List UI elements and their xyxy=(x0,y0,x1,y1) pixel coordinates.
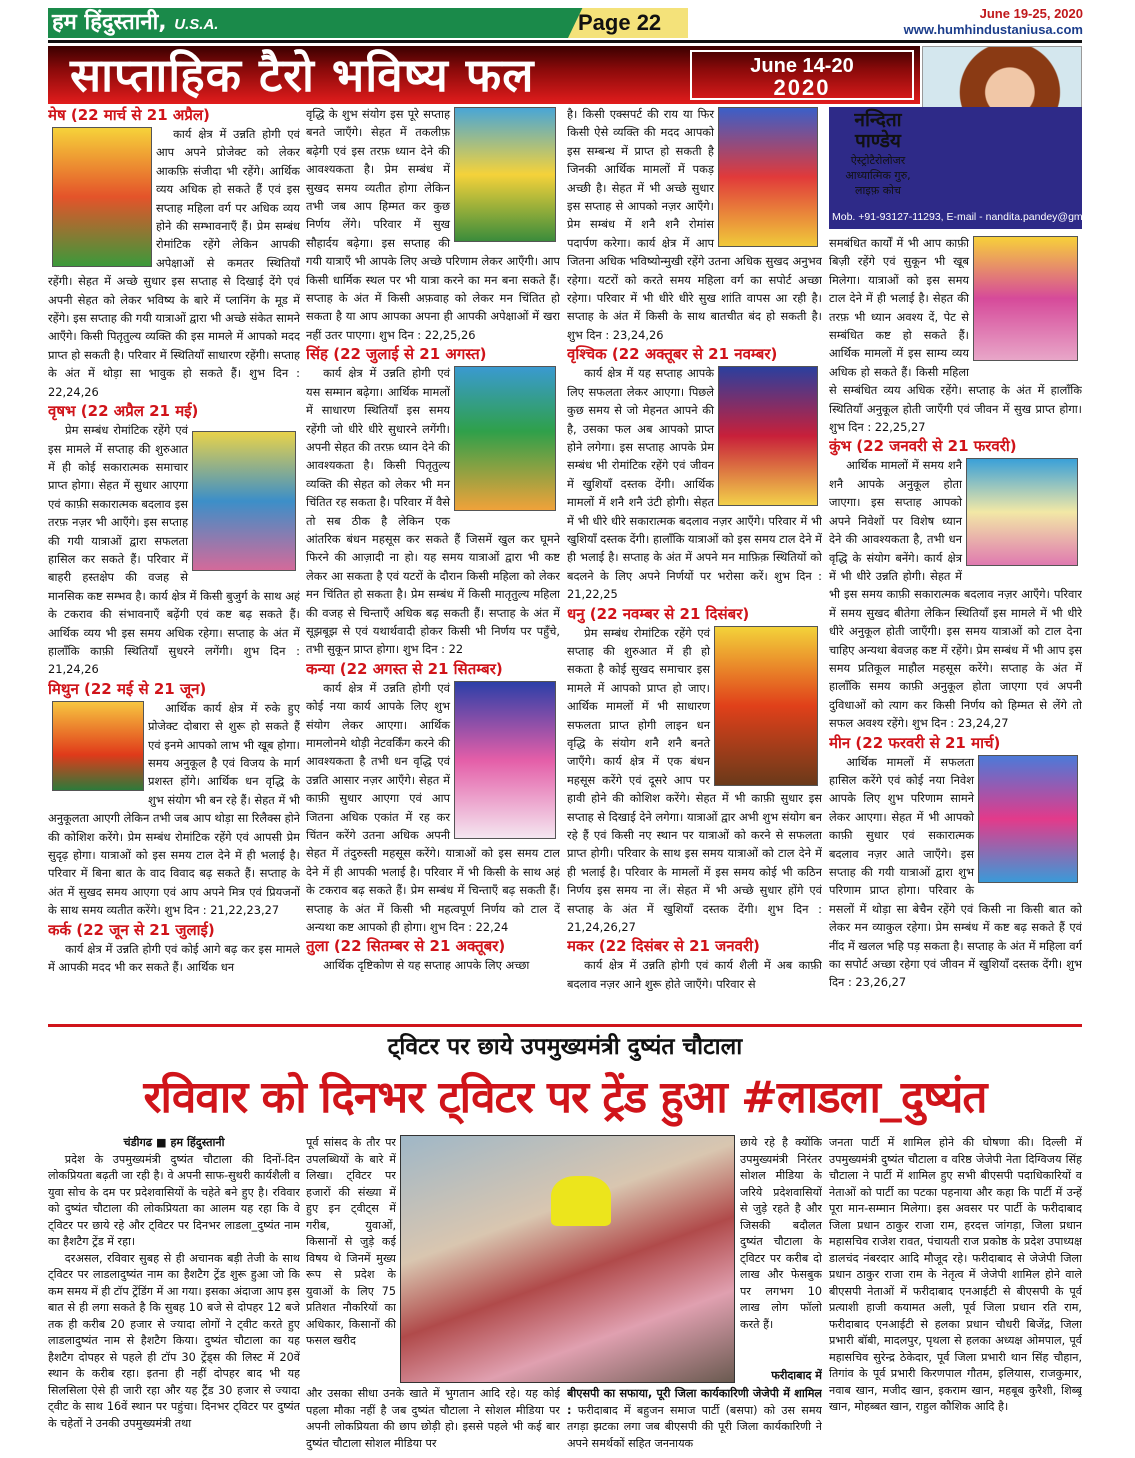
news-column-3-cont xyxy=(567,1386,822,1452)
news-column-1 xyxy=(48,1135,300,1453)
horoscope-text: प्रेम सम्बंध रोमांटिक रहेंगे एवं सप्ताह की शुरुआत में ही हो सकता है कोई सुखद समाचार इस मामले में आपको प्राप्त हो जाए। आर्थिक मामलों में भी साधारण सफलता प्राप्त होगी लाइन धन वृद्धि के संयोग शनै शनै बनते जाएँगे। कार्य क्षेत्र में एक बंधन महसूस करेंगे एवं दूसरे आप पर हावी होने की कोशिश करेंगे। सेहत में भी काफ़ी सुधार इस सप्ताह से दिखाई देने लगेगा। यात्राओं द्वार अभी शुभ संयोग बन रहे हैं एवं किसी नए स्थान पर यात्राओं को करने से सफलता प्राप्त होगी। परिवार के साथ इस समय यात्राओं को टाल देने में ही भलाई है। परिवार के मामलों में इस समय कोई भी कठिन निर्णय इस समय ना लें। सेहत में भी अच्छे सुधार होंगे एवं सप्ताह के अंत में खुशियाँ दस्तक देंगी। शुभ दिन : 21,24,26,27 xyxy=(567,625,822,935)
issue-date: June 19-25, 2020 xyxy=(979,6,1083,21)
divider xyxy=(48,40,1082,43)
sign-heading-aquarius: कुंभ (22 जनवरी से 21 फरवरी) xyxy=(829,437,1017,456)
sign-heading-scorpio: वृश्चिक (22 अक्तूबर से 21 नवम्बर) xyxy=(567,345,778,364)
horoscope-text: कार्य क्षेत्र में उन्नति होगी एवं कोई आगे बढ़ कर इस मामले में आपकी मदद भी कर सकते हैं। आर्थिक धन xyxy=(48,941,300,975)
sign-heading-pisces: मीन (22 फरवरी से 21 मार्च) xyxy=(829,733,1001,752)
sign-heading-cancer: कर्क (22 जून से 21 जुलाई) xyxy=(48,920,215,939)
tarot-card-image xyxy=(718,107,818,247)
horoscope-text: कार्य क्षेत्र में उन्नति होगी एवं यस सम्मान बढ़ेगा। आर्थिक मामलों में साधारण स्थितियाँ इस समय रहेंगी जो धीरे धीरे सुधारने लगेंगी। अपनी सेहत की तरफ़ ध्यान देने की आवश्यकता है। किसी पितृतुल्य व्यक्ति की सेहत को लेकर भी मन चिंतित रह सकता है। परिवार में वैसे तो सब ठीक है लेकिन एक आंतरिक बंधन महसूस कर सकते हैं जिसमें खुल कर घूमने फिरने की आज़ादी ना हो। यह समय यात्राओं द्वारा भी कष्ट लेकर आ सकता है एवं यटरों के दौरान किसी महिला को लेकर मन चिंतित हो सकता है। प्रेम सम्बंध में किसी मातृतुल्य महिला की वजह से चिन्ताएँ अधिक बढ़ सकती हैं। सप्ताह के अंत में सूझबूझ से एवं यथार्थवादी होकर किसी भी निर्णय पर पहुँचे, तभी सुकून प्राप्त होगा। शुभ दिन : 22 xyxy=(306,366,560,657)
tarot-card-image xyxy=(454,107,556,242)
tarot-card-image xyxy=(718,366,818,506)
sign-heading-taurus: वृषभ (22 अप्रैल 21 मई) xyxy=(48,402,199,421)
news-text: फरीदाबाद में बहुजन समाज पार्टी (बसपा) को उस समय तगड़ा झटका लगा जब बीएसपी की पूरी जिला कार्यकारिणी ने अपने समर्थकों सहित जननायक xyxy=(567,1403,822,1450)
tarot-card-image xyxy=(192,431,296,571)
week-date-box: June 14-20 2020 xyxy=(690,50,914,100)
news-text xyxy=(567,1386,822,1452)
tarot-card-image xyxy=(966,458,1078,566)
tarot-card-image xyxy=(978,755,1078,883)
tarot-card-image xyxy=(973,236,1078,361)
horoscope-text: है। किसी एक्सपर्ट की राय या फिर किसी ऐसे व्यक्ति की मदद आपको इस सम्बन्ध में प्राप्त हो सकती है जिनकी आर्थिक मामलों में पकड़ अच्छी है। सेहत में भी अच्छे सुधार इस सप्ताह से आपको नज़र आएँगे। प्रेम सम्बंध में शनै शनै रोमांस पदार्पण करेगा। कार्य क्षेत्र में आप जितना अधिक भविष्योन्मुखी रहेंगे उतना अधिक सुखद अनुभव रहेगा। यटरों को करते समय महिला वर्ग का सपोर्ट अच्छा रहेगा। परिवार में भी धीरे धीरे सुख शांति वापस आ रही है। सप्ताह के अंत में किसी के साथ बातचीत बंद हो सकती है। शुभ दिन : 23,24,26 xyxy=(567,107,822,342)
horoscope-column-4 xyxy=(829,234,1082,1020)
tarot-card-image xyxy=(714,626,818,786)
news-text: और उसका सीधा उनके खाते में भुगतान आदि रहे। यह कोई पहला मौका नहीं है जब दुष्यंत चौटाला ने सोशल मीडिया पर अपनी लोकप्रियता की छाप छोड़ी हो। इससे पहले भी कई बार दुष्यंत चौटाला सोशल मीडिया पर xyxy=(306,1387,560,1450)
sign-heading-libra: तुला (22 सितम्बर से 21 अक्तूबर) xyxy=(306,937,506,956)
author-contact: Mob. +91-93127-11293, E-mail - nandita.pandey@gmail.com xyxy=(832,211,1116,223)
news-column-2-cont xyxy=(306,1386,560,1452)
author-role: ऐस्ट्रोटैरोलोजर आध्यात्मिक गुरु, लाइफ़ कोच xyxy=(845,154,911,197)
horoscope-text: कार्य क्षेत्र में उन्नति होगी एवं कार्य शैली में अब काफ़ी बदलाव नज़र आने शुरू होते जाएँगे। परिवार से xyxy=(567,958,822,991)
sign-heading-capricorn: मकर (22 दिसंबर से 21 जनवरी) xyxy=(567,937,760,956)
sign-heading-aries: मेष (22 मार्च से 21 अप्रैल) xyxy=(48,106,210,124)
news-text: प्रदेश के उपमुख्यमंत्री दुष्यंत चौटाला की दिनों-दिन लोकप्रियता बढ़ती जा रही है। वे अपनी साफ-सुथरी कार्यशैली व युवा सोच के दम पर प्रदेशवासियों के चहेते बने हुए है। रविवार को दुष्यंत चौटाला की लोकप्रियता का आलम यह रहा कि वे ट्विटर पर छाये रहे और ट्विटर पर दिनभर लाडला_दुष्यंत नाम का हैशटैग ट्रेंड में रहा। xyxy=(48,1152,300,1248)
horoscope-column-1 xyxy=(48,105,300,1020)
sign-heading-leo: सिंह (22 जुलाई से 21 अगस्त) xyxy=(306,345,487,364)
section-divider xyxy=(48,1024,1082,1027)
tarot-card-image xyxy=(52,127,152,267)
section-title: साप्ताहिक टैरो भविष्य फल xyxy=(70,48,535,102)
tarot-card-image xyxy=(454,681,556,839)
website-link[interactable]: www.humhindustaniusa.com xyxy=(903,22,1083,37)
horoscope-text: वृद्धि के शुभ संयोग इस पूरे सप्ताह बनते जाएँगे। सेहत में तकलीफ़ बढ़ेगी एवं इस तरफ़ ध्यान देने की आवश्यकता है। प्रेम सम्बंध में सुखद समय व्यतीत होगा लेकिन तभी जब आप हिम्मत कर कुछ निर्णय लेंगे। परिवार में सुख सौहार्दय बढ़ेगा। इस सप्ताह की गयी यात्राएँ भी आपके लिए अच्छे परिणाम लेकर आएँगी। आप किसी धार्मिक स्थल पर भी यात्रा करने का मन बना सकते हैं। सप्ताह के अंत में किसी अफ़वाह को लेकर मन चिंतित हो सकता है या आप आपका अपना ही आपकी अपेक्षाओं में खरा नहीं उतर पाएगा। शुभ दिन : 22,25,26 xyxy=(306,107,560,342)
news-column-4 xyxy=(829,1135,1082,1453)
horoscope-text: कार्य क्षेत्र में यह सप्ताह आपके लिए सफलता लेकर आएगा। पिछले कुछ समय से जो मेहनत आपने की है, उसका फल अब आपको प्राप्त होने लगेगा। इस सप्ताह आपके प्रेम सम्बंध भी रोमांटिक रहेंगे एवं जीवन में खुशियाँ दस्तक देंगी। आर्थिक मामलों में शनै शनै उंटी होगी। सेहत में भी धीरे धीरे सकारात्मक बदलाव नज़र आएँगे। परिवार में भी खुशियाँ दस्तक देंगी। हालाँकि यात्राओं को इस समय टाल देने में ही भलाई है। सप्ताह के अंत में अपने मन माफ़िक़ स्थितियों को बदलने के लिए अपने निर्णयों पर भरोसा करें। शुभ दिन : 21,22,25 xyxy=(567,366,822,602)
tarot-card-image xyxy=(52,701,144,791)
news-text: दरअसल, रविवार सुबह से ही अचानक बड़ी तेजी के साथ ट्विटर पर लाडलादुष्यंत नाम का हैशटैग ट्रेंड शुरू हुआ जो कि कम समय में ही टॉप ट्रेंडिंग में आ गया। इसका अंदाजा आप इस बात से ही लगा सकते है कि सुबह 10 बजे से दोपहर 12 बजे तक ही करीब 20 हजार से ज्यादा लोगों ने ट्वीट करते हुए लाडलादुष्यंत नाम से हैशटैग किया। दुष्यंत चौटाला का यह हैशटैग दोपहर से पहले ही टॉप 30 ट्रेंड्स की लिस्ट में 20वें स्थान के करीब रहा। इतना ही नहीं दोपहर बाद भी यह सिलसिला ऐसे ही जारी रहा और यह ट्रैंड 30 हजार से ज्यादा ट्वीट के साथ 16वें स्थान पर पहुंचा। दिनभर ट्विटर पर दुष्यंत के चहेतों ने उनकी उपमुख्यमंत्री तथा xyxy=(48,1251,300,1430)
horoscope-text: आर्थिक कार्य क्षेत्र में रुके हुए प्रोजेक्ट दोबारा से शुरू हो सकते हैं एवं इनमे आपको लाभ भी खूब होगा। समय अनुकूल है एवं विजय के मार्ग प्रशस्त होंगे। आर्थिक धन वृद्धि के शुभ संयोग भी बन रहे हैं। सेहत में भी अनुकूलता आएगी लेकिन तभी जब आप थोड़ा सा रिलैक्स होने की कोशिश करेंगे। प्रेम सम्बंध रोमांटिक रहेंगे एवं आपसी प्रेम सुदृढ़ होगा। यात्राओं को इस समय टाल देने में ही भलाई है। परिवार में बिना बात के वाद विवाद बढ़ सकते हैं। सप्ताह के अंत में सुखद समय आएगा एवं आप अपने मित्र एवं प्रियजनों के साथ समय व्यतीत करेंगे। शुभ दिन : 21,22,23,27 xyxy=(48,700,300,918)
brand-name: हम हिंदुस्तानी, U.S.A. xyxy=(52,10,219,35)
horoscope-column-3 xyxy=(567,105,822,1020)
news-text: जनता पार्टी में शामिल होने की घोषणा की। दिल्ली में उपमुख्यमंत्री दुष्यंत चौटाला व वरिष्ठ जेजेपी नेता दिग्विजय सिंह चौटाला ने पार्टी में शामिल हुए सभी बीएसपी पदाधिकारियों व नेताओं को पार्टी का पटका पहनाया और कहा कि पार्टी में उन्हें पूरा मान-सम्मान मिलेगा। इस अवसर पर पार्टी के फरीदाबाद जिला प्रधान ठाकुर राजा राम, हरदत्त जांगड़ा, जिला प्रधान महासचिव राजेश रावत, पंचायती राज प्रकोष्ठ के प्रदेश उपाध्यक्ष डालचंद नंबरदार आदि मौजूद रहे। फरीदाबाद से जेजेपी जिला प्रधान ठाकुर राजा राम के नेतृत्व में जेजेपी शामिल होने वाले बीएसपी नेताओं में फरीदाबाद एनआईटी से बीएसपी के पूर्व प्रत्याशी हाजी कयामत अली, पूर्व जिला प्रधान रति राम, फरीदाबाद एनआईटी से हलका प्रधान चौधरी बिजेंद्र, जिला प्रभारी बॉबी, मादलपुर, पृथला से हलका अध्यक्ष ओमपाल, पूर्व महासचिव सुरेन्द्र ठेकेदार, पूर्व जिला प्रभारी थान सिंह चौहान, तिगांव के पूर्व प्रभारी किरणपाल गौतम, इलियास, राजकुमार, नवाब खान, मजीद खान, इकराम खान, महबूब कुरैशी, शिब्बू खान, मोहब्बत खान, राहुल कौशिक आदि है। xyxy=(829,1136,1082,1413)
news-column-2 xyxy=(306,1135,396,1385)
page-number: Page 22 xyxy=(578,10,662,35)
sign-heading-gemini: मिथुन (22 मई से 21 जून) xyxy=(48,679,207,698)
news-subsection-head: फरीदाबाद में xyxy=(771,1369,822,1382)
news-subheadline: ट्विटर पर छाये उपमुख्यमंत्री दुष्यंत चौटाला xyxy=(387,1034,743,1060)
horoscope-text: कार्य क्षेत्र में उन्नति होगी एवं आप अपने प्रोजेक्ट को लेकर आकफ़ि संजीदा भी रहेंगे। आर्थिक व्यय अधिक हो सकते हैं एवं इस सप्ताह महिला वर्ग पर अधिक व्यय होने की सम्भावनाएँ हैं। प्रेम सम्बंध रोमांटिक रहेंगे लेकिन आपकी अपेक्षाओं से कमतर स्थितियाँ रहेंगी। सेहत में अच्छे सुधार इस सप्ताह से दिखाई देंगे एवं अपनी सेहत को लेकर भविष्य के बारे में प्लानिंग के मूड में रहेंगे। इस सप्ताह की गयी यात्राओं द्वारा भी अच्छे संकेत सामने आएँगे। किसी पितृतुल्य व्यक्ति की इस मामले में आपको मदद प्राप्त हो सकती है। परिवार में स्थितियाँ साधारण रहेंगी। सप्ताह के अंत में थोड़ा सा भावुक हो सकते हैं। शुभ दिन : 22,24,26 xyxy=(48,127,300,399)
sign-heading-sagittarius: धनु (22 नवम्बर से 21 दिसंबर) xyxy=(567,604,750,623)
tarot-card-image xyxy=(454,366,556,511)
news-photo xyxy=(400,1135,735,1383)
horoscope-text: प्रेम सम्बंध रोमांटिक रहेंगे एवं इस मामले में सप्ताह की शुरुआत में ही कोई सकारात्मक समाचार प्राप्त होगा। सेहत में सुधार आएगा एवं काफ़ी सकारात्मक बदलाव इस तरफ़ नज़र भी आएँगे। इस सप्ताह की गयी यात्राओं द्वारा सफलता हासिल कर सकते हैं। परिवार में बाहरी हस्तक्षेप की वजह से मानसिक कष्ट सम्भव है। कार्य क्षेत्र में किसी बुजुर्ग के साथ अहं के टकराव की संभावनाएँ बढ़ेंगी एवं कष्ट बढ़ सकते हैं। आर्थिक व्यय भी इस समय अधिक रहेगा। सप्ताह के अंत में हालाँकि काफ़ी स्थितियाँ सुधरने लगेंगी। शुभ दिन : 21,24,26 xyxy=(48,423,300,677)
byline: चंडीगढ ■ हम हिंदुस्तानी xyxy=(123,1136,225,1149)
horoscope-text: आर्थिक मामलों में सफलता हासिल करेंगे एवं कोई नया निवेश आपके लिए शुभ परिणाम सामने लेकर आएगा। सेहत में भी आपको काफ़ी सुधार एवं सकारात्मक बदलाव नज़र आते जाएँगे। इस सप्ताह की गयी यात्राओं द्वारा शुभ परिणाम प्राप्त होगा। परिवार के मसलों में थोड़ा सा बेचैन रहेंगे एवं किसी ना किसी बात को लेकर मन व्याकुल रहेगा। प्रेम सम्बंध में कष्ट बढ़ सकते हैं एवं नींद में खलल भहि पड़ सकता है। सप्ताह के अंत में महिला वर्ग का सपोर्ट अच्छा रहेगा एवं जीवन में खुशियाँ दस्तक देंगी। शुभ दिन : 23,26,27 xyxy=(829,754,1082,990)
sign-heading-virgo: कन्या (22 अगस्त से 21 सितम्बर) xyxy=(306,659,503,678)
horoscope-text: कार्य क्षेत्र में उन्नति होगी एवं कोई नया कार्य आपके लिए शुभ संयोग लेकर आएगा। आर्थिक मामलोनमे थोड़ी नेटवर्किंग करने की आवश्यकता है तभी धन वृद्धि एवं उन्नति आसार नज़र आएँगे। सेहत में काफ़ी सुधार आएगा एवं आप जितना अधिक एकांत में रह कर चिंतन करेंगे उतना अधिक अपनी सेहत में तंदुरुस्ती महसूस करेंगे। यात्राओं को इस समय टाल देने में ही आपकी भलाई है। परिवार में भी किसी के साथ अहं के टकराव बढ़ सकते हैं। प्रेम सम्बंध में चिन्ताएँ बढ़ सकती हैं। सप्ताह के अंत में किसी भी महत्वपूर्ण निर्णय को टाल दें अन्यथा कष्ट आपको ही होगा। शुभ दिन : 22,24 xyxy=(306,680,560,935)
news-headline: रविवार को दिनभर ट्विटर पर ट्रेंड हुआ #लाडला_दुष्यंत xyxy=(143,1072,987,1123)
horoscope-text: समबंधित कार्यों में भी आप काफ़ी बिज़ी रहेंगे एवं सुकून भी खूब मिलेगा। यात्राओं को इस समय टाल देने में ही भलाई है। सेहत की तरफ़ भी ध्यान अवश्य दें, पेट से सम्बंधित कष्ट हो सकते हैं। आर्थिक मामलों में इस साम्य व्यय अधिक हो सकते हैं। किसी महिला से सम्बंधित व्यय अधिक रहेंगे। सप्ताह के अंत में हालाँकि स्थितियाँ अनुकूल होती जाएँगी एवं जीवन में सुख प्राप्त होगा। शुभ दिन : 22,25,27 xyxy=(829,236,1082,435)
author-name: नन्दिता पाण्डेय xyxy=(854,109,902,152)
news-text: छाये रहे है क्योंकि उपमुख्यमंत्री निरंतर सोशल मीडिया के जरिये प्रदेशवासियों से जुड़े रहते है और जिसकी बदौलत दुष्यंत चौटाला के ट्विटर पर करीब दो लाख और फेसबुक पर लगभग 10 लाख लोग फॉलो करते हैं। xyxy=(740,1136,822,1331)
news-lead: बीएसपी का सफाया, पूरी जिला कार्यकारिणी जेजेपी में शामिल : xyxy=(567,1387,822,1417)
news-text: पूर्व सांसद के तौर पर उपलब्धियों के बारे में लिखा। ट्विटर पर हजारों की संख्या में हुए इन ट्वीट्स में गरीब, युवाओं, किसानों से जुड़े कई विषय थे जिनमें मुख्य रूप से प्रदेश के युवाओं के लिए 75 प्रतिशत नौकरियों का अधिकार, किसानों की फसल खरीद xyxy=(306,1136,396,1347)
horoscope-text: आर्थिक मामलों में समय शनै शनै आपके अनुकूल होता जाएगा। इस सप्ताह आपको अपने निवेशों पर विशेष ध्यान देने की आवश्यकता है, तभी धन वृद्धि के संयोग बनेंगे। कार्य क्षेत्र में भी धीरे उन्नति होगी। सेहत में भी इस समय काफ़ी सकारात्मक बदलाव नज़र आएँगे। परिवार में समय सुखद बीतेगा लेकिन स्थितियाँ इस मामले में भी धीरे धीरे अनुकूल होती जाएँगी। इस समय यात्राओं को टाल देना चाहिए अन्यथा बेवजह कष्ट में रहेंगे। प्रेम सम्बंध में भी आप इस समय प्रतिकूल माहौल महसूस करेंगे। सप्ताह के अंत में हालाँकि समय काफ़ी अनुकूल होता जाएगा एवं अपनी दुविधाओं को त्याग कर किसी निर्णय को हिम्मत से लेंगे तो सफल अवश्य रहेंगे। शुभ दिन : 23,24,27 xyxy=(829,458,1082,731)
horoscope-column-2 xyxy=(306,105,560,1020)
news-column-3 xyxy=(740,1135,822,1370)
horoscope-text: आर्थिक दृष्टिकोण से यह सप्ताह आपके लिए अच्छा xyxy=(323,958,530,973)
